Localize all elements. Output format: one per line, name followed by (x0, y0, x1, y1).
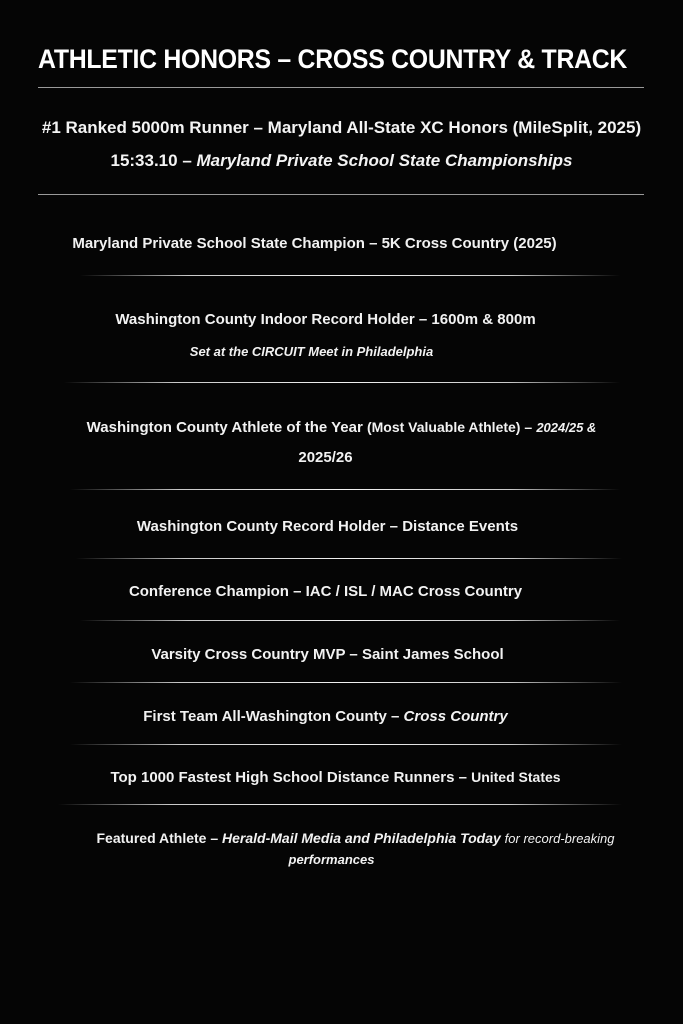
honor-divider (76, 558, 622, 559)
honor-divider (58, 804, 622, 805)
honor-athlete-of-year-second-year: 2025/26 (298, 449, 353, 466)
honor-divider (80, 275, 620, 276)
summary-divider (38, 194, 644, 195)
honor-first-team (0, 708, 667, 725)
honor-featured-athlete-continuation: performances (288, 852, 375, 867)
page-title: ATHLETIC HONORS – CROSS COUNTRY & TRACK (38, 44, 628, 74)
honor-featured-athlete (14, 830, 683, 846)
honor-distance-record: Washington County Record Holder – Distance Events (136, 518, 519, 535)
honor-divider (70, 682, 622, 683)
honor-athlete-of-year-detail: (Most Valuable Athlete) – (366, 419, 533, 435)
honor-indoor-record-note: Set at the CIRCUIT Meet in Philadelphia (189, 344, 434, 359)
honor-top-1000-title: Top 1000 Fastest High School Distance Runners – (110, 769, 467, 786)
honor-athlete-of-year (0, 419, 683, 436)
honor-conference-champion: Conference Champion – IAC / ISL / MAC Cross Country (128, 583, 523, 600)
race-event: Maryland Private School State Championships (196, 151, 573, 170)
honor-first-team-sport: Cross Country (403, 708, 508, 725)
title-divider (38, 87, 644, 88)
honor-first-team-title: First Team All-Washington County – (143, 708, 400, 725)
ranking-summary: #1 Ranked 5000m Runner – Maryland All-State XC Honors (MileSplit, 2025) (41, 118, 642, 137)
honor-featured-athlete-reason: for record-breaking (504, 831, 615, 846)
race-time: 15:33.10 – (110, 151, 192, 170)
honor-varsity-mvp: Varsity Cross Country MVP – Saint James School (151, 646, 504, 663)
honor-athlete-of-year-title: Washington County Athlete of the Year (86, 419, 363, 436)
honor-state-champion: Maryland Private School State Champion – 5K Cross Country (2025) (72, 235, 557, 252)
honor-indoor-record: Washington County Indoor Record Holder – 1600m & 800m (115, 311, 536, 328)
honor-featured-athlete-title: Featured Athlete – (96, 830, 219, 846)
honor-top-1000 (0, 769, 677, 786)
honor-divider (80, 620, 620, 621)
championship-time (0, 151, 683, 171)
honor-divider (70, 489, 620, 490)
honor-top-1000-country: United States (471, 769, 561, 785)
honor-divider (70, 744, 622, 745)
honor-featured-athlete-media: Herald-Mail Media and Philadelphia Today (222, 830, 501, 846)
honor-athlete-of-year-years: 2024/25 & (536, 420, 597, 435)
honor-divider (64, 382, 620, 383)
